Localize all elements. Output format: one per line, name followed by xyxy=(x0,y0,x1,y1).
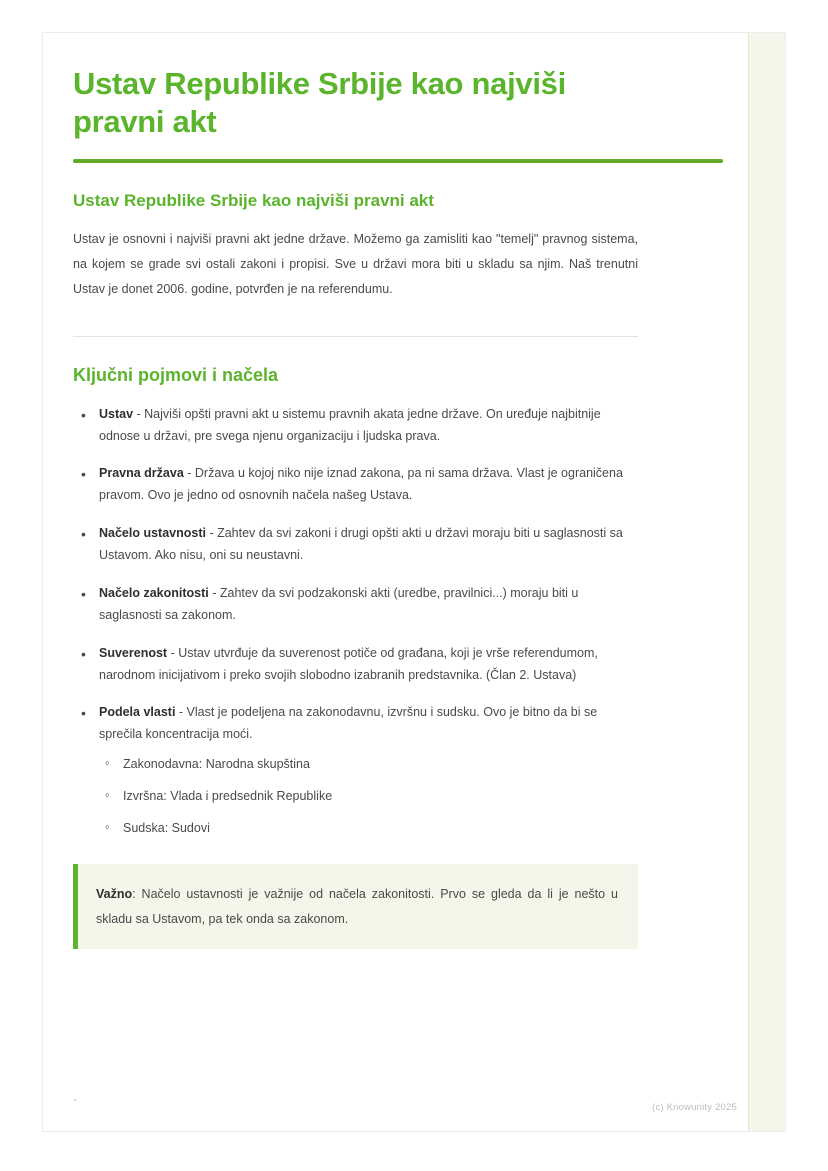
section-heading-1: Ustav Republike Srbije kao najviši pravni akt xyxy=(73,190,434,210)
important-callout xyxy=(73,864,638,949)
list-item xyxy=(73,643,638,687)
branches-sublist xyxy=(99,754,638,838)
document-content xyxy=(73,65,643,949)
page-margin-strip xyxy=(748,33,785,1131)
list-item-text: - Država u kojoj niko nije iznad zakona, pa ni sama država. Vlast je ograničena pravom. Ovo je jedno od osnovnih načela našeg Ustava. xyxy=(99,466,623,503)
list-item-term: Suverenost xyxy=(99,645,168,660)
callout-text: : Načelo ustavnosti je važnije od načela zakonitosti. Prvo se gleda da li je nešto u skladu sa Ustavom, pa tek onda sa zakonom. xyxy=(96,887,618,926)
copyright-footer: (c) Knowunity 2025 xyxy=(652,1102,737,1113)
document-sheet xyxy=(42,32,786,1132)
sub-list-item: ◦ Zakonodavna: Narodna skupština xyxy=(99,754,638,774)
list-item-term: Ustav xyxy=(99,406,134,421)
list-item-term: Podela vlasti xyxy=(99,705,176,720)
list-item xyxy=(73,583,638,627)
list-item-text: - Najviši opšti pravni akt u sistemu pravnih akata jedne države. On uređuje najbitnije odnose u državi, pre svega njenu organizaciju i ljudska prava. xyxy=(99,406,601,443)
sub-list-item: ◦ Sudska: Sudovi xyxy=(99,818,638,838)
list-item-term: Načelo ustavnosti xyxy=(99,526,206,541)
sub-list-item: ◦ Izvršna: Vlada i predsednik Republike xyxy=(99,786,638,806)
list-item xyxy=(73,463,638,507)
list-item-text: - Vlast je podeljena na zakonodavnu, izvršnu i sudsku. Ovo je bitno da bi se sprečila koncentracija moći. xyxy=(99,705,598,742)
section-paragraph-1: Ustav je osnovni i najviši pravni akt jedne države. Možemo ga zamisliti kao "temelj" pravnog sistema, na kojem se grade svi ostali zakoni i propisi. Sve u državi mora biti u skladu sa njim. Naš trenutni Ustav je donet 2006. godine, potvrđen je na referendumu. xyxy=(73,231,638,296)
list-item xyxy=(73,702,638,838)
list-item-text: - Ustav utvrđuje da suverenost potiče od građana, koji je vrše referendumom, narodnom inicijativom i preko svojih slobodno izabranih predstavnika. (Član 2. Ustava) xyxy=(99,645,598,682)
stray-tick-mark: ` xyxy=(73,1097,77,1111)
list-item-text: - Zahtev da svi podzakonski akti (uredbe, pravilnici...) moraju biti u saglasnosti sa zakonom. xyxy=(99,585,579,622)
title-divider xyxy=(73,159,723,163)
section-divider xyxy=(73,336,638,337)
list-item-text: - Zahtev da svi zakoni i drugi opšti akti u državi moraju biti u saglasnosti sa Ustavom. Ako nisu, oni su neustavni. xyxy=(99,526,623,562)
page-title: Ustav Republike Srbije kao najviši pravni akt xyxy=(73,66,566,139)
callout-term: Važno xyxy=(96,887,133,902)
list-item xyxy=(73,523,638,567)
list-item xyxy=(73,404,638,448)
section-heading-2: Ključni pojmovi i načela xyxy=(73,364,279,385)
list-item-term: Pravna država xyxy=(99,466,184,481)
list-item-term: Načelo zakonitosti xyxy=(99,585,209,600)
key-concepts-list xyxy=(73,404,638,839)
